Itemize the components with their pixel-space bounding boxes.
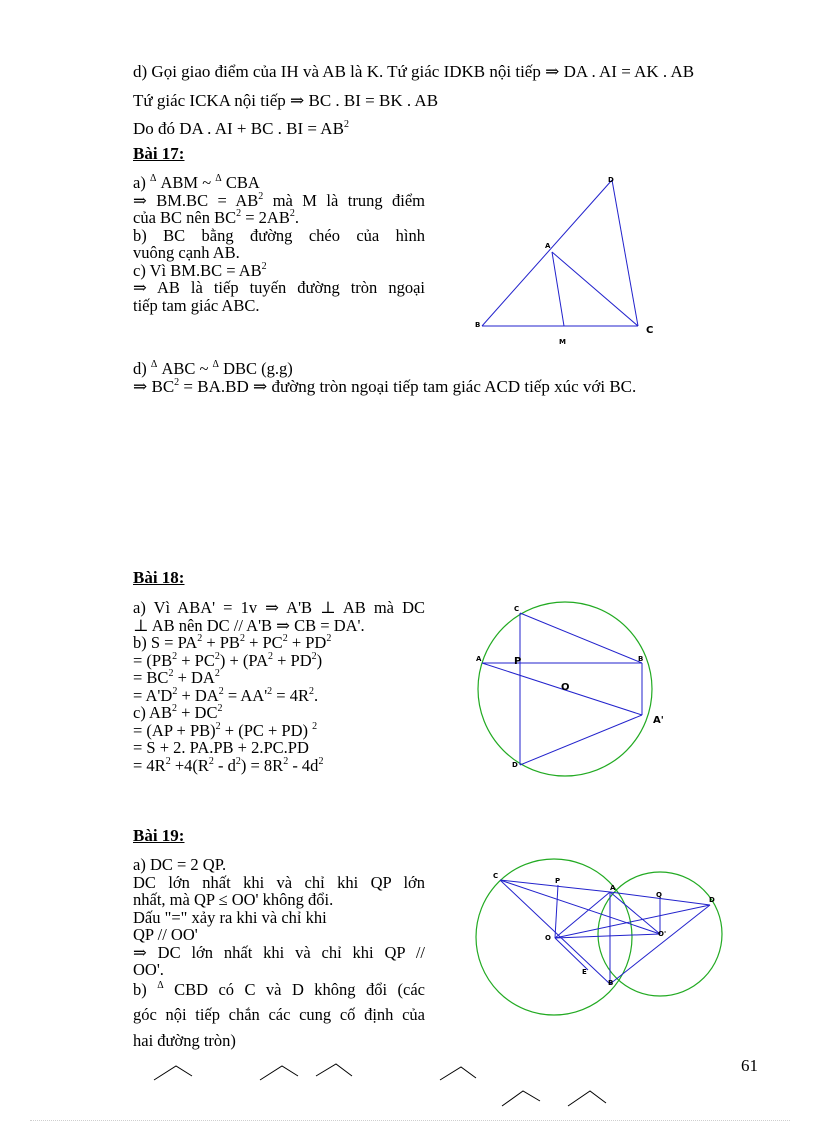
point-label-a: A xyxy=(545,242,551,250)
segment-cb xyxy=(520,613,642,663)
point-label-o: O xyxy=(545,934,551,942)
triangle-icon: Δ xyxy=(150,359,158,370)
caret-mark-icon xyxy=(154,1066,192,1080)
caret-mark-icon xyxy=(260,1066,298,1080)
bai19-line-10: hai đường tròn) xyxy=(133,1030,236,1050)
point-label-p: P xyxy=(555,877,561,885)
bai17-line-d1: d) $^\Delta$ ABC ~ $^\Delta$ DBC (g.g) xyxy=(133,359,293,378)
bai19-text xyxy=(133,856,425,1049)
bai18-line-10: = $4R^2 +4(R^2 - d^2) = 8R^2 - 4d^2$ xyxy=(133,755,324,775)
point-label-d: D xyxy=(608,176,614,184)
segment-bd xyxy=(482,180,612,326)
segment-dc xyxy=(612,180,638,326)
footer-decorative-marks xyxy=(150,1058,620,1110)
segment-po xyxy=(555,885,558,938)
segment-da2 xyxy=(520,715,642,765)
point-label-a: A xyxy=(610,884,616,892)
caret-mark-icon xyxy=(440,1067,476,1080)
bai17-line-c2: ⇒ AB là tiếp tuyến đường tròn ngoại xyxy=(133,278,425,297)
bai17-line-c1: c) Vì $BM.BC = AB^2$ xyxy=(133,260,267,280)
superscript: 2 xyxy=(343,119,349,130)
top-line-2: Tứ giác ICKA nội tiếp ⇒ BC . BI = BK . AB xyxy=(133,91,439,110)
circle-o xyxy=(476,859,632,1015)
caret-mark-icon xyxy=(502,1091,540,1106)
bai19-figure xyxy=(470,850,730,1025)
bai19-line-7: OO'. xyxy=(133,960,164,979)
bai19-heading: Bài 19: xyxy=(133,826,185,845)
bai17-line-c3: tiếp tam giác ABC. xyxy=(133,295,260,315)
bai17-line-a2: ⇒ $BM.BC = AB^2$ mà M là trung điểm xyxy=(133,190,425,210)
bai18-line-8: = (AP + PB)$^2$ + (PC + PD) $^2$ xyxy=(133,720,318,740)
bai18-line-2: ⊥ AB nên DC // A'B ⇒ CB = DA'. xyxy=(133,615,365,635)
page-number: 61 xyxy=(741,1056,758,1075)
segment-oe xyxy=(555,938,588,970)
segment-ao2 xyxy=(610,892,660,934)
bai18-line-9: = S + 2. PA.PB + 2.PC.PD xyxy=(133,738,309,757)
bai18-line-7: c) $AB^2 + DC^2$ xyxy=(133,703,223,722)
point-label-a-prime: A' xyxy=(653,715,664,726)
bottom-divider xyxy=(30,1120,790,1121)
point-label-e: E xyxy=(582,968,587,976)
point-label-b: B xyxy=(475,321,481,329)
segment-oa xyxy=(555,892,610,938)
bai19-line-1: a) DC = 2 QP. xyxy=(133,855,227,874)
point-label-d: D xyxy=(709,896,715,904)
bai18-line-6: = $A'D^2 + DA^2 = AA'^2 = 4R^2$. xyxy=(133,685,319,705)
top-line-1: d) Gọi giao điểm của IH và AB là K. Tứ giác IDKB nội tiếp ⇒ DA . AI = AK . AB xyxy=(133,62,695,81)
bai17-line-d2: ⇒ $BC^2 = BA.BD$ ⇒ đường tròn ngoại tiếp tam giác ACD tiếp xúc với BC. xyxy=(133,376,637,396)
bai18-line-4: = $(PB^2 + PC^2) + (PA^2 + PD^2)$ xyxy=(133,650,323,670)
bai19-line-9: góc nội tiếp chắn các cung cố định của xyxy=(133,1005,425,1024)
top-line-3-text: Do đó DA . AI + BC . BI = AB xyxy=(133,119,344,138)
segment-ac xyxy=(552,252,638,326)
bai17-figure xyxy=(470,172,670,352)
bai18-line-1: a) Vì ABA' = 1v ⇒ A'B ⊥ AB mà DC xyxy=(133,598,425,617)
bai19-line-3: nhất, mà QP ≤ OO' không đổi. xyxy=(133,890,334,909)
point-label-d: D xyxy=(512,761,518,769)
triangle-icon: Δ xyxy=(212,359,219,370)
point-label-p: P xyxy=(514,656,522,667)
point-label-c: C xyxy=(646,325,654,336)
bai17-line-b2: vuông cạnh AB. xyxy=(133,243,240,262)
bai17-heading: Bài 17: xyxy=(133,144,185,163)
bai19-line-2: DC lớn nhất khi và chỉ khi QP lớn xyxy=(133,872,425,892)
bai18-heading: Bài 18: xyxy=(133,568,185,587)
point-label-b: B xyxy=(638,655,644,663)
bai19-line-8: b) $^\Delta$ CBD có C và D không đổi (các xyxy=(133,979,426,999)
triangle-icon: Δ xyxy=(157,979,164,991)
triangle-icon: Δ xyxy=(215,173,222,184)
point-label-m: M xyxy=(559,338,566,346)
bai17-text xyxy=(133,174,425,314)
segment-am xyxy=(552,252,564,326)
point-label-q: Q xyxy=(656,891,662,899)
bai17-line-a1: a) $^\Delta$ ABM ~ $^\Delta$ CBA xyxy=(133,173,260,192)
point-label-c: C xyxy=(493,872,499,880)
point-label-o: O xyxy=(561,682,570,693)
point-label-b: B xyxy=(608,979,614,987)
point-label-a: A xyxy=(476,655,482,663)
bai18-text xyxy=(133,599,425,774)
bai19-line-5: QP // OO' xyxy=(133,925,198,944)
bai18-figure xyxy=(470,595,680,785)
bai18-line-3: b) $S = PA^2 + PB^2 + PC^2 + PD^2$ xyxy=(133,633,332,652)
segment-co2 xyxy=(500,880,660,934)
bai19-line-4: Dấu "=" xảy ra khi và chỉ khi xyxy=(133,907,327,927)
caret-mark-icon xyxy=(316,1064,352,1076)
triangle-icon: Δ xyxy=(149,173,157,184)
bai17-line-a3: của BC nên $BC^2 = 2AB^2$. xyxy=(133,208,299,227)
bai19-line-6: ⇒ DC lớn nhất khi và chỉ khi QP // xyxy=(133,942,425,962)
point-label-c: C xyxy=(514,605,520,613)
bai17-line-b1: b) BC bằng đường chéo của hình xyxy=(133,225,425,245)
caret-mark-icon xyxy=(568,1091,606,1106)
bai17-text-d xyxy=(133,360,733,395)
bai18-line-5: = $BC^2 + DA^2$ xyxy=(133,668,220,687)
top-line-3 xyxy=(133,119,349,139)
point-label-o-prime: O' xyxy=(658,930,667,938)
